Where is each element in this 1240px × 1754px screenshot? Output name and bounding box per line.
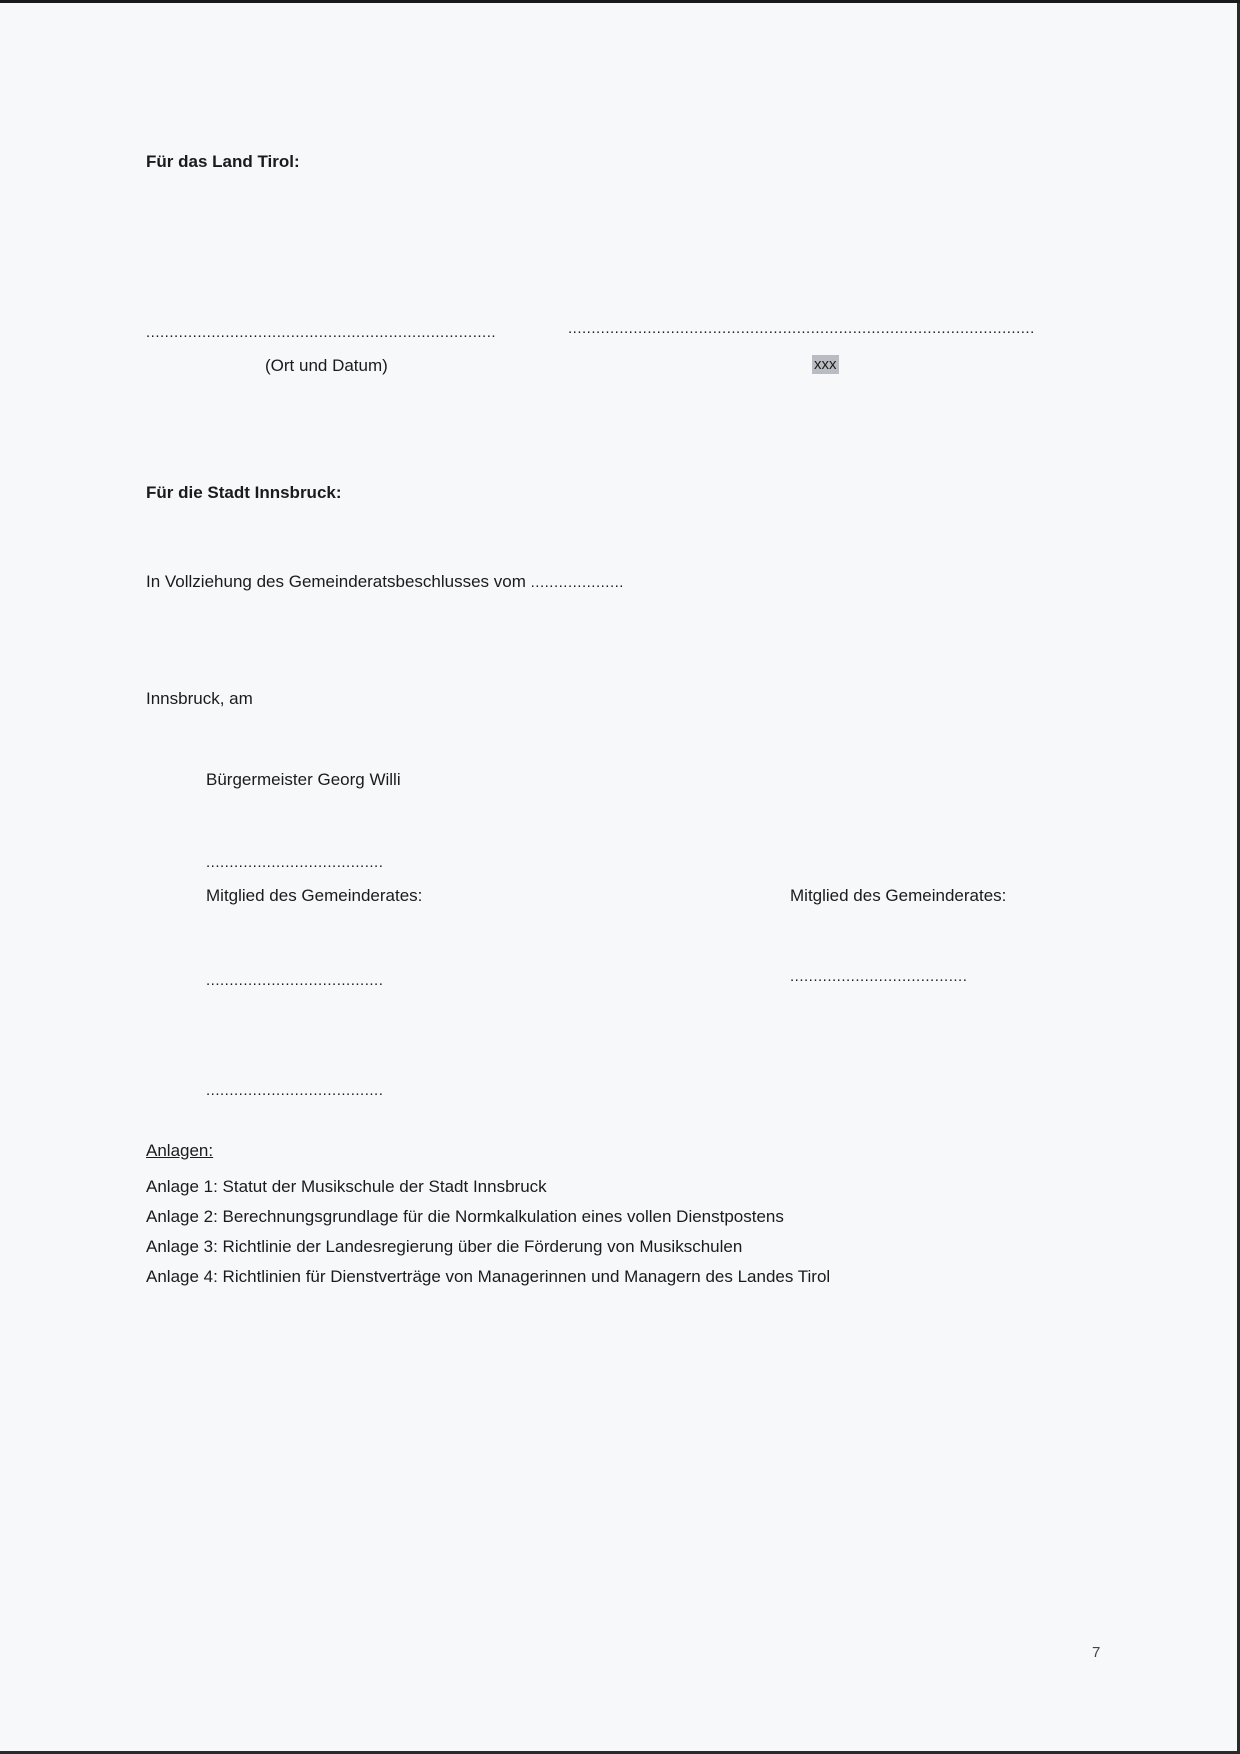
land-signature-line: .................................................................................................... <box>568 321 1035 336</box>
mayor-label: Bürgermeister Georg Willi <box>206 770 401 789</box>
attachments-heading: Anlagen: <box>146 1141 214 1160</box>
council-member-right-label: Mitglied des Gemeinderates: <box>790 886 1007 905</box>
council-right-signature-line: ...................................... <box>790 969 968 984</box>
signatory-placeholder: xxx <box>814 356 837 373</box>
attachment-item-4: Anlage 4: Richtlinien für Dienstverträge von Managerinnen und Managern des Landes Tirol <box>146 1267 831 1286</box>
council-left-signature-line-1: ...................................... <box>206 973 384 988</box>
stadt-innsbruck-heading: Für die Stadt Innsbruck: <box>146 483 342 502</box>
place-date-signature-line: ........................................................................... <box>146 325 497 340</box>
resolution-line <box>146 573 624 590</box>
place-line: Innsbruck, am <box>146 689 253 708</box>
attachment-item-1: Anlage 1: Statut der Musikschule der Stadt Innsbruck <box>146 1177 547 1196</box>
attachment-item-2: Anlage 2: Berechnungsgrundlage für die Normkalkulation eines vollen Dienstpostens <box>146 1207 784 1226</box>
attachment-item-3: Anlage 3: Richtlinie der Landesregierung über die Förderung von Musikschulen <box>146 1237 743 1256</box>
mayor-signature-line: ...................................... <box>206 855 384 870</box>
council-member-left-label: Mitglied des Gemeinderates: <box>206 886 423 905</box>
signatory-placeholder-wrapper <box>812 357 839 372</box>
place-date-label: (Ort und Datum) <box>265 356 388 375</box>
council-left-signature-line-2: ...................................... <box>206 1083 384 1098</box>
page-number: 7 <box>1092 1644 1101 1661</box>
land-tirol-heading: Für das Land Tirol: <box>146 152 300 171</box>
resolution-text: In Vollziehung des Gemeinderatsbeschlusses vom <box>146 572 526 591</box>
resolution-date-dots: .................... <box>530 574 624 591</box>
